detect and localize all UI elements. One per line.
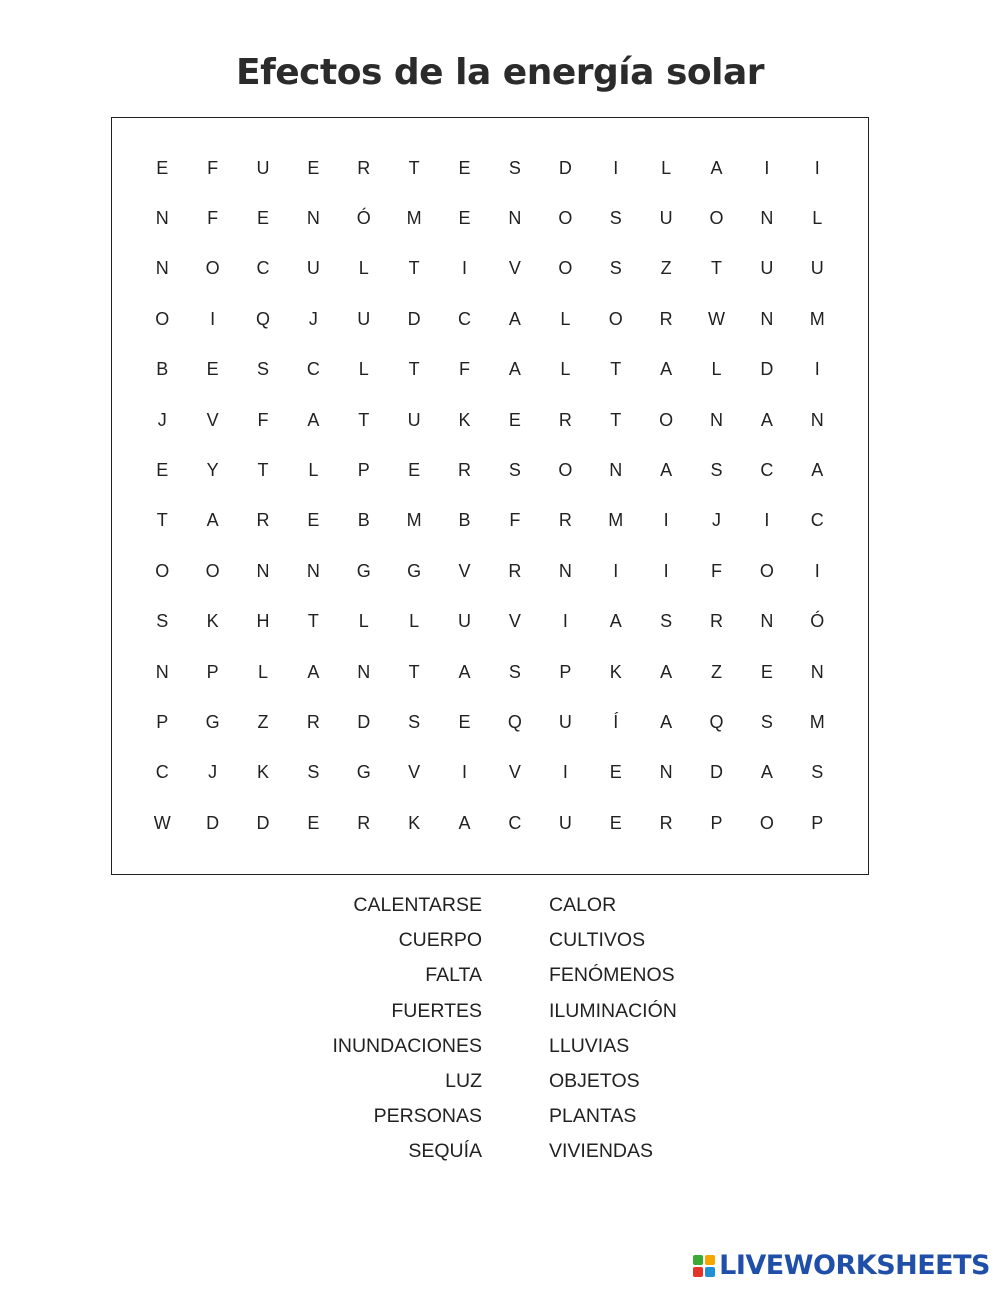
grid-letter[interactable]: O (759, 812, 774, 833)
grid-letter[interactable]: K (256, 762, 269, 783)
grid-letter[interactable]: K (458, 409, 471, 430)
grid-letter[interactable]: N (508, 208, 522, 229)
grid-letter[interactable]: S (256, 359, 269, 380)
grid-letter[interactable]: K (609, 661, 622, 682)
word-list-item: SEQUÍA (408, 1140, 482, 1163)
grid-letter[interactable]: Q (507, 711, 522, 732)
grid-letter[interactable]: D (709, 762, 723, 783)
grid-letter[interactable]: D (407, 308, 421, 329)
grid-letter[interactable]: S (408, 711, 421, 732)
grid-letter[interactable]: E (609, 762, 622, 783)
grid-letter[interactable]: N (810, 661, 824, 682)
grid-letter[interactable]: F (257, 409, 269, 430)
grid-letter[interactable]: N (709, 409, 723, 430)
grid-letter[interactable]: U (458, 611, 472, 632)
grid-letter[interactable]: I (814, 560, 820, 581)
grid-letter[interactable]: C (306, 359, 320, 380)
grid-letter[interactable]: T (408, 258, 420, 279)
word-list-item: FENÓMENOS (549, 964, 675, 987)
grid-letter[interactable]: C (760, 460, 774, 481)
grid-letter[interactable]: T (156, 510, 168, 531)
grid-letter[interactable]: L (308, 460, 319, 481)
grid-letter[interactable]: G (407, 560, 422, 581)
worksheet-title: Efectos de la energía solar (236, 52, 764, 93)
grid-letter[interactable]: R (256, 510, 270, 531)
grid-letter[interactable]: L (560, 359, 571, 380)
word-list-item: LLUVIAS (549, 1034, 630, 1057)
grid-letter[interactable]: U (558, 812, 572, 833)
grid-letter[interactable]: S (760, 711, 773, 732)
grid-letter[interactable]: E (307, 510, 320, 531)
grid-letter[interactable]: T (307, 611, 319, 632)
grid-letter[interactable]: A (508, 359, 521, 380)
grid-letter[interactable]: Z (660, 258, 672, 279)
grid-letter[interactable]: S (811, 762, 824, 783)
logo-square-blue (705, 1267, 715, 1277)
grid-letter[interactable]: I (814, 359, 820, 380)
grid-letter[interactable]: D (357, 711, 371, 732)
grid-letter[interactable]: U (306, 258, 320, 279)
grid-letter[interactable]: R (558, 409, 572, 430)
grid-letter[interactable]: F (509, 510, 521, 531)
grid-letter[interactable]: J (711, 510, 721, 531)
grid-letter[interactable]: T (358, 409, 370, 430)
grid-letter[interactable]: V (508, 258, 521, 279)
grid-letter[interactable]: E (156, 460, 169, 481)
grid-letter[interactable]: R (659, 308, 673, 329)
grid-letter[interactable]: G (205, 711, 220, 732)
grid-letter[interactable]: L (409, 611, 420, 632)
grid-letter[interactable]: A (206, 510, 219, 531)
grid-letter[interactable]: M (406, 510, 422, 531)
grid-letter[interactable]: F (459, 359, 471, 380)
grid-letter[interactable]: J (208, 762, 218, 783)
liveworksheets-logo-text: LIVEWORKSHEETS (719, 1250, 990, 1281)
grid-letter[interactable]: R (659, 812, 673, 833)
grid-letter[interactable]: J (157, 409, 167, 430)
grid-letter[interactable]: F (710, 560, 722, 581)
word-list-item: LUZ (445, 1069, 482, 1092)
grid-letter[interactable]: L (711, 359, 722, 380)
word-list-item: CUERPO (398, 929, 482, 952)
grid-letter[interactable]: S (609, 258, 622, 279)
grid-letter[interactable]: M (809, 711, 825, 732)
grid-letter[interactable]: D (760, 359, 774, 380)
word-list-item: VIVIENDAS (549, 1140, 654, 1163)
grid-letter[interactable]: O (558, 460, 573, 481)
grid-letter[interactable]: N (659, 762, 673, 783)
grid-letter[interactable]: Ó (356, 208, 371, 229)
word-list-item: CALOR (549, 894, 617, 916)
grid-letter[interactable]: N (760, 611, 774, 632)
grid-letter[interactable]: R (558, 510, 572, 531)
grid-letter[interactable]: O (659, 409, 674, 430)
grid-letter[interactable]: R (709, 611, 723, 632)
grid-letter[interactable]: C (810, 510, 824, 531)
grid-letter[interactable]: I (210, 308, 216, 329)
grid-letter[interactable]: E (760, 661, 773, 682)
grid-letter[interactable]: A (660, 460, 673, 481)
grid-letter[interactable]: S (609, 208, 622, 229)
grid-letter[interactable]: P (156, 711, 169, 732)
grid-letter[interactable]: A (760, 762, 773, 783)
word-search-grid (137, 143, 842, 848)
word-list-item: FUERTES (391, 999, 482, 1022)
grid-letter[interactable]: O (155, 308, 170, 329)
grid-letter[interactable]: E (458, 157, 471, 178)
word-list-item: INUNDACIONES (332, 1034, 482, 1057)
grid-letter[interactable]: L (257, 661, 268, 682)
grid-letter[interactable]: N (306, 560, 320, 581)
grid-letter[interactable]: P (811, 812, 824, 833)
grid-letter[interactable]: E (609, 812, 622, 833)
grid-letter[interactable]: U (659, 208, 673, 229)
grid-letter[interactable]: S (508, 460, 521, 481)
grid-letter[interactable]: R (357, 812, 371, 833)
liveworksheets-logo-icon (693, 1255, 715, 1277)
grid-letter[interactable]: P (357, 460, 370, 481)
grid-letter[interactable]: M (809, 308, 825, 329)
word-list-item: CALENTARSE (353, 894, 482, 916)
grid-letter[interactable]: U (357, 308, 371, 329)
grid-letter[interactable]: C (458, 308, 472, 329)
grid-letter[interactable]: E (156, 157, 169, 178)
grid-letter[interactable]: U (558, 711, 572, 732)
grid-letter[interactable]: C (155, 762, 169, 783)
grid-letter[interactable]: S (307, 762, 320, 783)
grid-letter[interactable]: A (660, 711, 673, 732)
grid-letter[interactable]: R (458, 460, 472, 481)
liveworksheets-logo (693, 1250, 990, 1281)
grid-letter[interactable]: L (358, 359, 369, 380)
grid-letter[interactable]: I (462, 258, 468, 279)
grid-letter[interactable]: A (760, 409, 773, 430)
grid-letter[interactable]: Q (255, 308, 270, 329)
grid-letter[interactable]: G (356, 762, 371, 783)
grid-letter[interactable]: N (357, 661, 371, 682)
grid-letter[interactable]: T (408, 359, 420, 380)
grid-letter[interactable]: P (206, 661, 219, 682)
grid-letter[interactable]: F (207, 157, 219, 178)
grid-letter[interactable]: V (408, 762, 421, 783)
grid-letter[interactable]: U (810, 258, 824, 279)
grid-letter[interactable]: L (358, 611, 369, 632)
grid-letter[interactable]: F (207, 208, 219, 229)
word-list-left-column (332, 888, 482, 1170)
grid-letter[interactable]: J (308, 308, 318, 329)
grid-letter[interactable]: N (760, 308, 774, 329)
grid-letter[interactable]: I (562, 611, 568, 632)
word-list-right-column (549, 888, 677, 1170)
grid-letter[interactable]: U (760, 258, 774, 279)
grid-letter[interactable]: R (306, 711, 320, 732)
grid-letter[interactable]: E (458, 208, 471, 229)
grid-letter[interactable]: R (508, 560, 522, 581)
grid-letter[interactable]: O (759, 560, 774, 581)
grid-letter[interactable]: D (558, 157, 572, 178)
grid-letter[interactable]: T (610, 359, 622, 380)
grid-letter[interactable]: V (508, 611, 521, 632)
grid-letter[interactable]: E (458, 711, 471, 732)
grid-letter[interactable]: N (810, 409, 824, 430)
grid-letter[interactable]: N (609, 460, 623, 481)
grid-letter[interactable]: O (205, 258, 220, 279)
grid-letter[interactable]: H (256, 611, 270, 632)
grid-letter[interactable]: D (206, 812, 220, 833)
grid-letter[interactable]: B (156, 359, 169, 380)
grid-letter[interactable]: I (663, 560, 669, 581)
grid-letter[interactable]: N (760, 208, 774, 229)
grid-letter[interactable]: A (710, 157, 723, 178)
grid-letter[interactable]: I (663, 510, 669, 531)
grid-letter[interactable]: Z (257, 711, 269, 732)
grid-letter[interactable]: L (812, 208, 823, 229)
grid-letter[interactable]: N (155, 208, 169, 229)
grid-letter[interactable]: O (558, 258, 573, 279)
logo-square-green (693, 1255, 703, 1265)
grid-letter[interactable]: E (206, 359, 219, 380)
grid-letter[interactable]: C (256, 258, 270, 279)
grid-letter[interactable]: N (155, 661, 169, 682)
grid-letter[interactable]: T (408, 661, 420, 682)
grid-letter[interactable]: A (307, 661, 320, 682)
grid-letter[interactable]: C (508, 812, 522, 833)
grid-letter[interactable]: B (458, 510, 471, 531)
grid-letter[interactable]: W (153, 812, 171, 833)
grid-letter[interactable]: A (660, 359, 673, 380)
grid-letter[interactable]: L (661, 157, 672, 178)
grid-letter[interactable]: I (764, 510, 770, 531)
grid-letter[interactable]: S (156, 611, 169, 632)
grid-letter[interactable]: O (155, 560, 170, 581)
grid-letter[interactable]: I (613, 157, 619, 178)
grid-letter[interactable]: T (408, 157, 420, 178)
grid-letter[interactable]: I (462, 762, 468, 783)
grid-letter[interactable]: O (558, 208, 573, 229)
grid-letter[interactable]: T (610, 409, 622, 430)
grid-letter[interactable]: N (306, 208, 320, 229)
grid-letter[interactable]: D (256, 812, 270, 833)
grid-letter[interactable]: T (710, 258, 722, 279)
grid-letter[interactable]: E (256, 208, 269, 229)
grid-letter[interactable]: N (256, 560, 270, 581)
grid-letter[interactable]: B (357, 510, 370, 531)
grid-letter[interactable]: M (608, 510, 624, 531)
grid-letter[interactable]: O (205, 560, 220, 581)
grid-letter[interactable]: V (206, 409, 219, 430)
grid-letter[interactable]: E (307, 812, 320, 833)
word-list-item: PLANTAS (549, 1105, 637, 1128)
grid-letter[interactable]: R (357, 157, 371, 178)
grid-letter[interactable]: A (660, 661, 673, 682)
grid-letter[interactable]: P (710, 812, 723, 833)
grid-letter[interactable]: A (458, 661, 471, 682)
grid-letter[interactable]: Y (206, 460, 219, 481)
grid-letter[interactable]: A (609, 611, 622, 632)
grid-letter[interactable]: I (764, 157, 770, 178)
grid-letter[interactable]: O (709, 208, 724, 229)
grid-letter[interactable]: V (508, 762, 521, 783)
grid-letter[interactable]: V (458, 560, 471, 581)
grid-letter[interactable]: S (710, 460, 723, 481)
grid-letter[interactable]: E (508, 409, 521, 430)
grid-letter[interactable]: K (206, 611, 219, 632)
grid-letter[interactable]: Z (710, 661, 722, 682)
grid-letter[interactable]: S (660, 611, 673, 632)
grid-letter[interactable]: A (508, 308, 521, 329)
grid-letter[interactable]: U (407, 409, 421, 430)
word-list-item: CULTIVOS (549, 929, 646, 952)
grid-letter[interactable]: A (307, 409, 320, 430)
grid-letter[interactable]: L (560, 308, 571, 329)
grid-letter[interactable]: O (608, 308, 623, 329)
grid-letter[interactable]: I (562, 762, 568, 783)
grid-letter[interactable]: K (408, 812, 421, 833)
grid-letter[interactable]: I (613, 560, 619, 581)
grid-letter[interactable]: W (707, 308, 725, 329)
grid-letter[interactable]: S (508, 157, 521, 178)
grid-letter[interactable]: A (811, 460, 824, 481)
grid-letter[interactable]: E (408, 460, 421, 481)
grid-letter[interactable]: N (155, 258, 169, 279)
grid-letter[interactable]: Q (709, 711, 724, 732)
grid-letter[interactable]: N (558, 560, 572, 581)
logo-square-orange (705, 1255, 715, 1265)
grid-letter[interactable]: T (257, 460, 269, 481)
word-list-item: ILUMINACIÓN (549, 999, 677, 1022)
word-list-item: FALTA (425, 964, 482, 987)
grid-letter[interactable]: P (559, 661, 572, 682)
word-list-item: PERSONAS (373, 1105, 482, 1128)
grid-letter[interactable]: S (508, 661, 521, 682)
grid-letter[interactable]: U (256, 157, 270, 178)
grid-letter[interactable]: M (406, 208, 422, 229)
grid-letter[interactable]: L (358, 258, 369, 279)
logo-square-red (693, 1267, 703, 1277)
word-list-item: OBJETOS (549, 1069, 640, 1092)
grid-letter[interactable]: E (307, 157, 320, 178)
grid-letter[interactable]: A (458, 812, 471, 833)
grid-letter[interactable]: Ó (810, 611, 825, 632)
grid-letter[interactable]: I (814, 157, 820, 178)
grid-letter[interactable]: Í (613, 711, 619, 732)
grid-letter[interactable]: G (356, 560, 371, 581)
